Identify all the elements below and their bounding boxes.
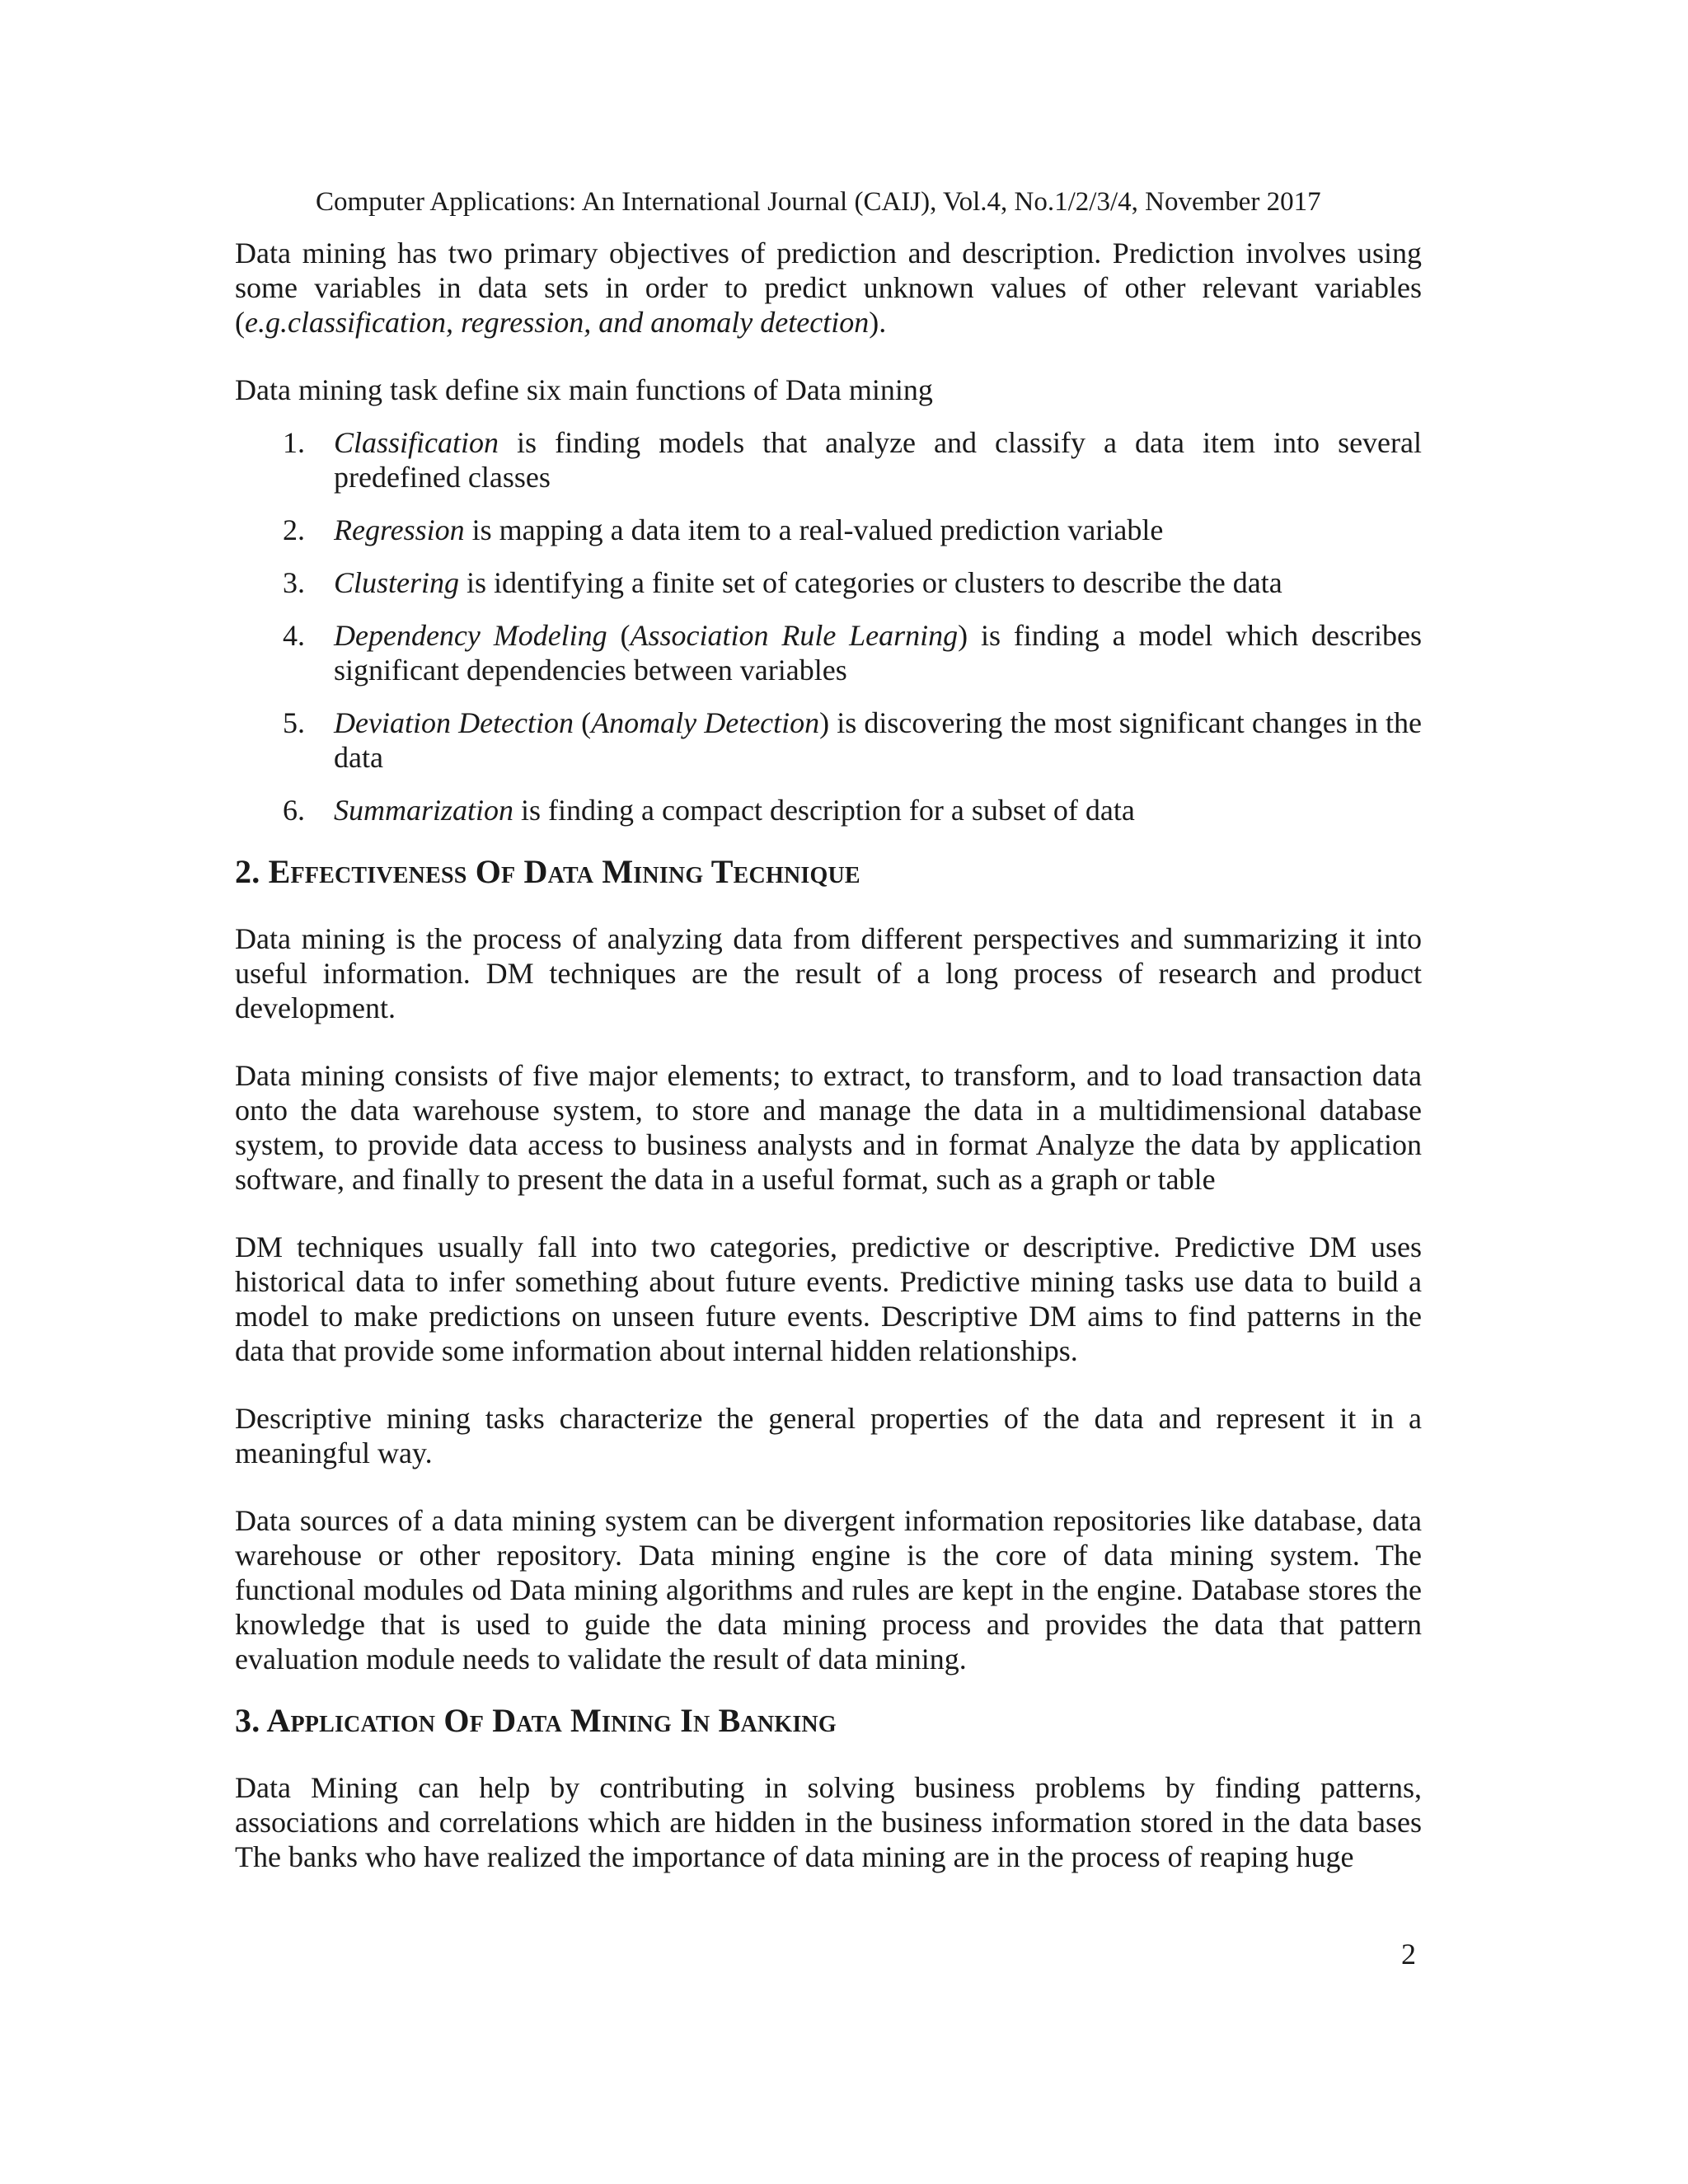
- list-item-number: 3.: [283, 566, 305, 599]
- list-item-number: 4.: [283, 619, 305, 652]
- list-item-term: Dependency Modeling: [334, 619, 607, 652]
- list-item-term: Summarization: [334, 794, 514, 827]
- functions-list: [235, 425, 1422, 827]
- list-item-description: is discovering the most significant changes in the data: [334, 706, 1422, 774]
- list-item-term: Deviation Detection: [334, 706, 574, 739]
- list-item-number: 5.: [283, 706, 305, 739]
- intro-text: Data mining has two primary objectives of prediction and description. Prediction involves using some variables in data sets in order to predict unknown values of other relevant variables (: [235, 237, 1422, 339]
- list-item: [235, 425, 1422, 494]
- section2-paragraph-2: Data mining consists of five major elements; to extract, to transform, and to load transaction data onto the data warehouse system, to store and manage the data in a multidimensional database system, to provide data access to business analysts and in format Analyze the data by application software, and finally to present the data in a useful format, such as a graph or table: [235, 1059, 1422, 1196]
- list-item-description: is finding a model which describes significant dependencies between variables: [334, 619, 1422, 687]
- list-item-number: 6.: [283, 794, 305, 827]
- section2-paragraph-3: DM techniques usually fall into two categories, predictive or descriptive. Predictive DM uses historical data to infer something about future events. Predictive mining tasks use data to build a model to make predictions on unseen future events. Descriptive DM aims to find patterns in the data that provide some information about internal hidden relationships.: [235, 1230, 1422, 1367]
- list-item-term: Clustering: [334, 566, 460, 599]
- list-item-number: 1.: [283, 426, 305, 459]
- list-item-description: is identifying a finite set of categories or clusters to describe the data: [459, 566, 1282, 599]
- list-item: [235, 513, 1422, 547]
- intro-italic-examples: e.g.classification, regression, and anomaly detection: [245, 306, 870, 339]
- page-body: [235, 236, 1422, 1874]
- intro-paragraph-functions: Data mining task define six main functions of Data mining: [235, 373, 933, 406]
- running-header: Computer Applications: An International Journal (CAIJ), Vol.4, No.1/2/3/4, November 2017: [316, 187, 1321, 217]
- list-item-alias: Association Rule Learning: [630, 619, 959, 652]
- section2-paragraph-1: Data mining is the process of analyzing data from different perspectives and summarizing it into useful information. DM techniques are the result of a long process of research and product development.: [235, 922, 1422, 1024]
- list-item-description: is finding a compact description for a subset of data: [513, 794, 1135, 827]
- section3-paragraph-1: Data Mining can help by contributing in solving business problems by finding patterns, associations and correlations which are hidden in the business information stored in the data bases The banks who have realized the importance of data mining are in the process of reaping huge: [235, 1771, 1422, 1873]
- section2-paragraph-4: Descriptive mining tasks characterize the general properties of the data and represent it in a meaningful way.: [235, 1402, 1422, 1469]
- section2-paragraph-5: Data sources of a data mining system can be divergent information repositories like database, data warehouse or other repository. Data mining engine is the core of data mining system. The functional modules od Data mining algorithms and rules are kept in the engine. Database stores the knowledge that is used to guide the data mining process and provides the data that pattern evaluation module needs to validate the result of data mining.: [235, 1504, 1422, 1675]
- list-item-number: 2.: [283, 513, 305, 546]
- list-item: 5. Deviation Detection (Anomaly Detection) is discovering the most significant changes in the data: [283, 706, 1422, 774]
- list-item-description: is mapping a data item to a real-valued prediction variable: [464, 513, 1164, 546]
- list-item: 4. Dependency Modeling (Association Rule Learning) is finding a model which describes significant dependencies between variables: [283, 619, 1422, 687]
- list-item-alias: Anomaly Detection: [591, 706, 820, 739]
- section-heading-banking: 3. Application Of Data Mining In Banking: [235, 1702, 837, 1739]
- list-item-term: Classification: [334, 426, 499, 459]
- list-item: [235, 793, 1422, 827]
- page-number: 2: [1401, 1938, 1416, 1971]
- section-heading-effectiveness: 2. Effectiveness Of Data Mining Technique: [235, 853, 860, 890]
- list-item-term: Regression: [334, 513, 465, 546]
- intro-text-end: ).: [869, 306, 887, 339]
- intro-paragraph-objectives: [235, 236, 1422, 340]
- list-item: [235, 565, 1422, 600]
- list-item-description: is finding models that analyze and classify a data item into several predefined classes: [334, 426, 1422, 494]
